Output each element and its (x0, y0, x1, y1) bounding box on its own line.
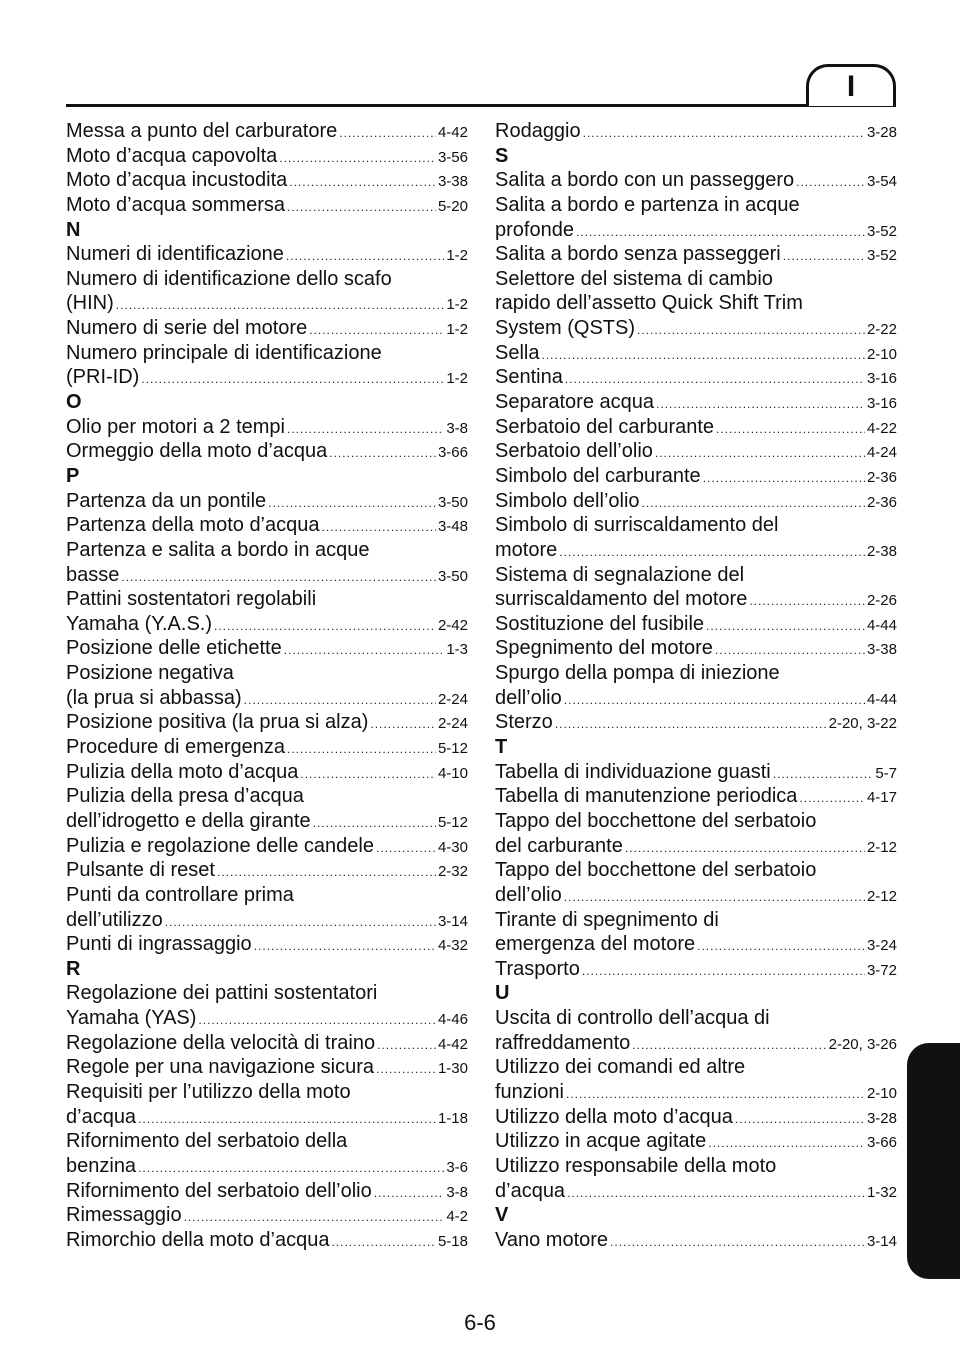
index-entry (66, 858, 468, 883)
page-reference: 3-14 (866, 1232, 897, 1250)
dot-leader (287, 417, 444, 442)
index-entry (66, 168, 468, 193)
index-entry (495, 415, 897, 440)
entry-text: basse (66, 563, 120, 586)
entry-text: Vano motore (495, 1228, 609, 1251)
page-reference: 1-2 (446, 370, 468, 388)
index-entry (495, 464, 897, 489)
dot-leader (655, 441, 865, 466)
page-reference: 2-20, 3-26 (828, 1035, 897, 1053)
dot-leader (313, 811, 436, 836)
entry-text: Numero di serie del motore (66, 317, 308, 340)
index-entry (66, 1080, 468, 1129)
index-entry (66, 316, 468, 341)
entry-text: Punti da controllare prima (66, 883, 294, 906)
entry-text: Rodaggio (495, 120, 581, 142)
dot-leader (279, 146, 436, 171)
dot-leader (214, 614, 436, 639)
index-entry (66, 636, 468, 661)
chapter-tab (907, 1043, 960, 1279)
index-entry (495, 341, 897, 366)
entry-text: Regolazione dei pattini sostentatori (66, 982, 378, 1005)
entry-text: Partenza della moto d’acqua (66, 514, 320, 537)
entry-text: Partenza da un pontile (66, 489, 267, 512)
index-entry (66, 932, 468, 957)
index-entry (66, 144, 468, 169)
page-reference: 3-56 (437, 148, 468, 166)
entry-text: Rimorchio della moto d’acqua (66, 1228, 330, 1251)
dot-leader (749, 589, 865, 614)
index-entry (66, 489, 468, 514)
page-reference: 4-24 (866, 444, 897, 462)
entry-text: del carburante (495, 834, 623, 857)
index-entry (66, 784, 468, 833)
entry-text: dell’utilizzo (66, 908, 163, 931)
entry-text: Procedure di emergenza (66, 736, 286, 759)
entry-text: Rifornimento del serbatoio della (66, 1130, 348, 1153)
entry-text: Numero principale di identificazione (66, 341, 382, 364)
entry-text: Tirante di spegnimento di (495, 908, 719, 931)
entry-text: (la prua si abbassa) (66, 686, 242, 709)
dot-leader (796, 170, 865, 195)
entry-text: Simbolo dell’olio (495, 489, 640, 512)
entry-text: Sentina (495, 366, 563, 389)
page-reference: 2-12 (866, 887, 897, 905)
index-column-right (495, 119, 897, 1252)
entry-text: Sterzo (495, 711, 553, 734)
section-letter: S (495, 144, 509, 167)
page-reference: 3-28 (866, 124, 897, 141)
section-letter: U (495, 982, 510, 1005)
entry-text: emergenza del motore (495, 933, 696, 956)
index-entry (495, 168, 897, 193)
dot-leader (370, 712, 436, 737)
dot-leader (582, 959, 865, 984)
dot-leader (376, 1057, 436, 1082)
index-entry (495, 760, 897, 785)
index-entry (495, 1154, 897, 1203)
page-reference: 3-8 (446, 419, 468, 437)
page-reference: 5-12 (437, 813, 468, 831)
index-entry (495, 563, 897, 612)
page-reference: 3-14 (437, 912, 468, 930)
index-entry (495, 1006, 897, 1055)
entry-text: Spegnimento del motore (495, 637, 713, 660)
entry-text: Serbatoio del carburante (495, 415, 715, 438)
entry-text: Utilizzo responsabile della moto (495, 1154, 777, 1177)
index-entry (495, 1129, 897, 1154)
dot-leader (555, 712, 827, 737)
index-entry (495, 242, 897, 267)
dot-leader (121, 565, 436, 590)
entry-text: surriscaldamento del motore (495, 588, 748, 611)
page-reference: 2-10 (866, 345, 897, 363)
entry-text: Moto d’acqua sommersa (66, 193, 285, 216)
entry-text: Selettore del sistema di cambio (495, 267, 773, 290)
page-reference: 2-36 (866, 468, 897, 486)
index-entry (66, 587, 468, 636)
index-entry (495, 267, 897, 341)
entry-text: Olio per motori a 2 tempi (66, 415, 285, 438)
page-reference: 4-22 (866, 419, 897, 437)
index-entry (66, 538, 468, 587)
index-entry (495, 1055, 897, 1104)
page-reference: 3-8 (446, 1183, 468, 1201)
entry-text: rapido dell’assetto Quick Shift Trim (495, 292, 803, 315)
entry-text: Requisiti per l’utilizzo della moto (66, 1080, 351, 1103)
index-entry (495, 809, 897, 858)
dot-leader (287, 195, 436, 220)
entry-text: Partenza e salita a bordo in acque (66, 538, 370, 561)
dot-leader (141, 367, 444, 392)
dot-leader (322, 515, 436, 540)
page-reference: 1-30 (437, 1060, 468, 1078)
section-letter: V (495, 1204, 509, 1227)
page-reference: 1-2 (446, 296, 468, 314)
page-reference: 4-2 (446, 1208, 468, 1226)
page-reference: 1-3 (446, 641, 468, 659)
index-entry (495, 710, 897, 735)
page-reference: 2-42 (437, 616, 468, 634)
dot-leader (284, 638, 445, 663)
entry-text: Rifornimento del serbatoio dell’olio (66, 1179, 372, 1202)
section-letter: N (66, 218, 81, 241)
dot-leader (706, 614, 865, 639)
dot-leader (715, 638, 865, 663)
dot-leader (697, 934, 865, 959)
entry-text: Moto d’acqua incustodita (66, 169, 288, 192)
entry-text: d’acqua (495, 1179, 566, 1202)
entry-text: Pulsante di reset (66, 859, 215, 882)
index-entry (495, 1228, 897, 1253)
entry-text: Sella (495, 341, 540, 364)
dot-leader (541, 343, 864, 368)
index-entry (66, 883, 468, 932)
page-reference: 3-52 (866, 247, 897, 265)
header-rule (66, 104, 896, 107)
index-entry (66, 1055, 468, 1080)
dot-leader (610, 1230, 865, 1255)
index-entry (66, 661, 468, 710)
dot-leader (198, 1008, 436, 1033)
page-reference: 2-24 (437, 690, 468, 708)
page-reference: 5-12 (437, 740, 468, 758)
entry-text: (PRI-ID) (66, 366, 140, 389)
entry-text: Numero di identificazione dello scafo (66, 267, 392, 290)
page-reference: 2-12 (866, 838, 897, 856)
entry-text: Utilizzo della moto d’acqua (495, 1105, 733, 1128)
entry-text: profonde (495, 218, 574, 241)
entry-text: d’acqua (66, 1105, 137, 1128)
page-reference: 4-17 (866, 789, 897, 807)
section-letter: T (495, 736, 508, 759)
language-badge: I (806, 64, 896, 106)
page-reference: 4-44 (866, 616, 897, 634)
entry-text: dell’olio (495, 883, 562, 906)
index-entry (66, 267, 468, 316)
page-reference: 2-26 (866, 592, 897, 610)
page-reference: 1-2 (446, 321, 468, 339)
entry-text: Spurgo della pompa di iniezione (495, 662, 780, 685)
entry-text: Numeri di identificazione (66, 243, 284, 266)
page-reference: 4-32 (437, 937, 468, 955)
page-reference: 3-50 (437, 493, 468, 511)
dot-leader (642, 491, 865, 516)
page-reference: 3-66 (866, 1134, 897, 1152)
page-reference: 2-32 (437, 863, 468, 881)
entry-text: Simbolo del carburante (495, 464, 701, 487)
index-entry (66, 193, 468, 218)
page-reference: 2-22 (866, 321, 897, 339)
dot-leader (374, 1181, 445, 1206)
dot-leader (559, 540, 865, 565)
page-reference: 3-24 (866, 937, 897, 955)
page-reference: 3-38 (437, 173, 468, 191)
index-entry (66, 981, 468, 1030)
index-column-left (66, 119, 468, 1252)
dot-leader (566, 1082, 865, 1107)
index-entry (495, 193, 897, 242)
page-reference: 5-20 (437, 197, 468, 215)
dot-leader (632, 1033, 826, 1058)
dot-leader (565, 367, 865, 392)
entry-text: Messa a punto del carburatore (66, 120, 338, 142)
index-entry (495, 858, 897, 907)
entry-text: raffreddamento (495, 1031, 631, 1054)
index-entry (495, 908, 897, 957)
page-reference: 3-66 (437, 444, 468, 462)
dot-leader (564, 885, 865, 910)
entry-text: Tabella di manutenzione periodica (495, 785, 798, 808)
page-reference: 5-18 (437, 1232, 468, 1250)
page-reference: 3-28 (866, 1109, 897, 1127)
page-reference: 5-7 (875, 764, 897, 782)
section-letter: O (66, 391, 82, 414)
index-entry (66, 1203, 468, 1228)
entry-text: Pattini sostentatori regolabili (66, 588, 317, 611)
index-entry (66, 1179, 468, 1204)
dot-leader (309, 318, 444, 343)
entry-text: Moto d’acqua capovolta (66, 144, 278, 167)
dot-leader (331, 1230, 436, 1255)
dot-leader (138, 1156, 444, 1181)
page-reference: 3-16 (866, 370, 897, 388)
entry-text: Salita a bordo e partenza in acque (495, 193, 800, 216)
index-entry (495, 636, 897, 661)
entry-text: System (QSTS) (495, 317, 636, 340)
page-number: 6-6 (464, 1310, 496, 1335)
entry-text: Tabella di individuazione guasti (495, 760, 771, 783)
index-entry (66, 760, 468, 785)
dot-leader (735, 1107, 865, 1132)
entry-text: Posizione delle etichette (66, 637, 282, 660)
index-entry (495, 661, 897, 710)
section-letter: R (66, 957, 81, 980)
entry-text: Trasporto (495, 957, 580, 980)
index-entry (66, 242, 468, 267)
dot-leader (773, 762, 874, 787)
index-entry (66, 415, 468, 440)
dot-leader (329, 441, 436, 466)
entry-text: Sostituzione del fusibile (495, 612, 705, 635)
index-entry (495, 513, 897, 562)
entry-text: Separatore acqua (495, 391, 655, 414)
section-letter: P (66, 464, 80, 487)
entry-text: Utilizzo in acque agitate (495, 1130, 707, 1153)
entry-text: Rimessaggio (66, 1204, 182, 1227)
page-reference: 3-6 (446, 1158, 468, 1176)
page-reference: 1-32 (866, 1183, 897, 1201)
page-reference: 4-30 (437, 838, 468, 856)
page-reference: 3-50 (437, 567, 468, 585)
index-entry (66, 1129, 468, 1178)
index-entry (495, 365, 897, 390)
entry-text: Sistema di segnalazione del (495, 563, 745, 586)
dot-leader (703, 466, 865, 491)
dot-leader (300, 762, 436, 787)
page-reference: 3-48 (437, 518, 468, 536)
page-reference: 2-10 (866, 1084, 897, 1102)
page-reference: 3-54 (866, 173, 897, 191)
entry-text: Tappo del bocchettone del serbatoio (495, 859, 817, 882)
entry-text: motore (495, 538, 558, 561)
index-entry (495, 119, 897, 144)
dot-leader (564, 688, 865, 713)
index-entry (495, 489, 897, 514)
entry-text: Punti di ingrassaggio (66, 933, 252, 956)
page-reference: 3-16 (866, 395, 897, 413)
dot-leader (165, 910, 436, 935)
page-reference: 4-44 (866, 690, 897, 708)
index-entry (495, 439, 897, 464)
index-entry (495, 612, 897, 637)
page-reference: 4-42 (437, 1035, 468, 1053)
dot-leader (567, 1181, 865, 1206)
dot-leader (286, 244, 444, 269)
dot-leader (783, 244, 865, 269)
entry-text: Posizione positiva (la prua si alza) (66, 711, 369, 734)
index-entry (495, 957, 897, 982)
index-entry (495, 1105, 897, 1130)
entry-text: Utilizzo dei comandi ed altre (495, 1056, 746, 1079)
dot-leader (184, 1205, 445, 1230)
entry-text: benzina (66, 1154, 137, 1177)
entry-text: Regolazione della velocità di traino (66, 1031, 376, 1054)
index-entry (66, 735, 468, 760)
entry-text: (HIN) (66, 292, 114, 315)
dot-leader (708, 1131, 865, 1156)
dot-leader (254, 934, 436, 959)
entry-text: Pulizia della presa d’acqua (66, 785, 304, 808)
entry-text: Yamaha (Y.A.S.) (66, 612, 212, 635)
entry-text: Uscita di controllo dell’acqua di (495, 1007, 770, 1030)
entry-text: Salita a bordo con un passeggero (495, 169, 795, 192)
index-entry (66, 1031, 468, 1056)
page-reference: 1-18 (437, 1109, 468, 1127)
dot-leader (138, 1107, 436, 1132)
index-entry (495, 390, 897, 415)
dot-leader (583, 121, 865, 146)
index-entry (66, 710, 468, 735)
page-reference: 2-36 (866, 493, 897, 511)
index-entry (66, 1228, 468, 1253)
entry-text: Tappo del bocchettone del serbatoio (495, 809, 817, 832)
page-reference: 3-72 (866, 961, 897, 979)
entry-text: Salita a bordo senza passeggeri (495, 243, 781, 266)
entry-text: dell’olio (495, 686, 562, 709)
entry-text: Regole per una navigazione sicura (66, 1056, 374, 1079)
page-reference: 3-38 (866, 641, 897, 659)
dot-leader (287, 737, 436, 762)
index-entry (66, 439, 468, 464)
index-entry (66, 341, 468, 390)
dot-leader (116, 293, 445, 318)
page-reference: 2-24 (437, 715, 468, 733)
dot-leader (377, 1033, 436, 1058)
dot-leader (656, 392, 865, 417)
entry-text: Pulizia della moto d’acqua (66, 760, 299, 783)
dot-leader (217, 860, 436, 885)
entry-text: dell’idrogetto e della girante (66, 809, 311, 832)
page-reference: 3-52 (866, 222, 897, 240)
page-reference: 4-42 (437, 124, 468, 141)
page-reference: 4-46 (437, 1011, 468, 1029)
index-entry (66, 119, 468, 144)
page-reference: 4-10 (437, 764, 468, 782)
entry-text: Yamaha (YAS) (66, 1007, 197, 1030)
index-entry (66, 834, 468, 859)
dot-leader (339, 121, 436, 146)
dot-leader (244, 688, 436, 713)
entry-text: funzioni (495, 1080, 564, 1103)
dot-leader (625, 836, 865, 861)
page-reference: 2-20, 3-22 (828, 715, 897, 733)
index-entry (495, 784, 897, 809)
dot-leader (576, 220, 865, 245)
dot-leader (268, 491, 436, 516)
page-reference: 2-38 (866, 542, 897, 560)
dot-leader (289, 170, 436, 195)
dot-leader (637, 318, 865, 343)
dot-leader (716, 417, 865, 442)
entry-text: Ormeggio della moto d’acqua (66, 440, 328, 463)
page-reference: 1-2 (446, 247, 468, 265)
entry-text: Posizione negativa (66, 662, 234, 685)
dot-leader (376, 836, 436, 861)
index-entry (66, 513, 468, 538)
entry-text: Simbolo di surriscaldamento del (495, 514, 779, 537)
entry-text: Serbatoio dell’olio (495, 440, 653, 463)
entry-text: Pulizia e regolazione delle candele (66, 834, 374, 857)
dot-leader (799, 786, 865, 811)
